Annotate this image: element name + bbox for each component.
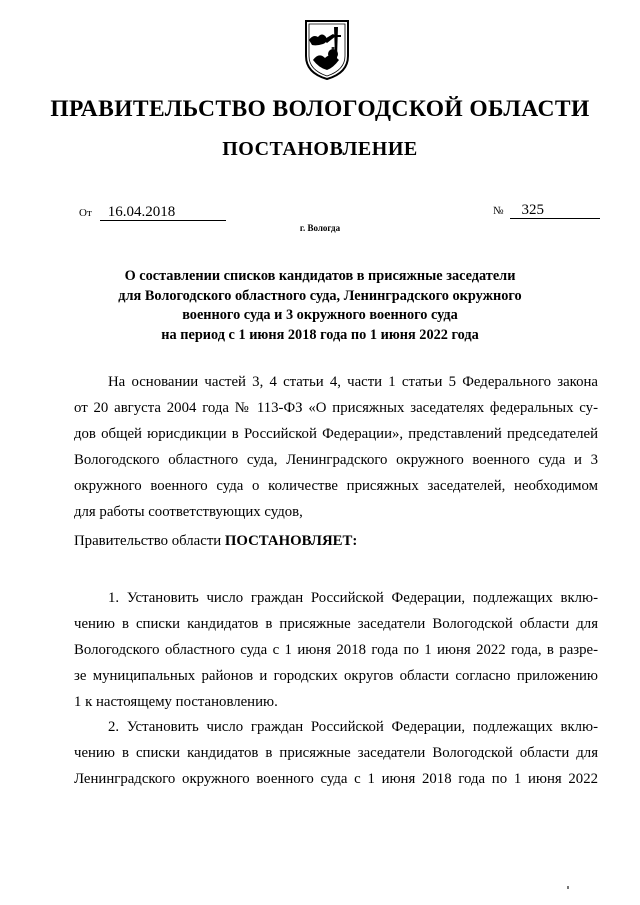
text-line: На основании частей 3, 4 статьи 4, части 1 статьи 5 Федерального закона xyxy=(108,374,598,390)
text-line: дов общей юрисдикции в Российской Федерации», представлений председателей xyxy=(74,426,598,442)
text-line: для работы соответствующих судов, xyxy=(74,504,303,520)
scan-mark xyxy=(567,886,569,889)
document-type: ПОСТАНОВЛЕНИЕ xyxy=(222,138,418,160)
resolves-line xyxy=(74,528,598,554)
resolves-word: ПОСТАНОВЛЯЕТ: xyxy=(224,533,358,549)
resolves-prefix: Правительство области xyxy=(74,533,225,549)
date-field xyxy=(79,204,226,221)
subject-line: О составлении списков кандидатов в присяжные заседатели xyxy=(124,268,516,284)
text-line: чению в списки кандидатов в присяжные заседатели Вологодской области для xyxy=(74,745,598,761)
preamble-paragraph xyxy=(74,369,598,525)
date-label: От xyxy=(79,207,92,219)
text-line: Вологодского областного суда, Ленинградского окружного военного суда и 3 xyxy=(74,452,598,468)
city: г. Вологда xyxy=(299,223,341,233)
text-line: Вологодского областного суда с 1 июня 2018 года по 1 июня 2022 года, в разре- xyxy=(74,642,598,658)
item-2-paragraph xyxy=(74,714,598,792)
subject-line: военного суда и 3 окружного военного суда xyxy=(182,307,458,323)
subject-line: для Вологодского областного суда, Ленинградского окружного xyxy=(118,287,522,304)
text-line: Ленинградского окружного военного суда с 1 июня 2018 года по 1 июня 2022 xyxy=(74,771,598,787)
text-line: от 20 августа 2004 года № 113-ФЗ «О присяжных заседателях федеральных су- xyxy=(74,400,598,416)
coat-of-arms-icon xyxy=(303,18,351,82)
text-line: 2. Установить число граждан Российской Федерации, подлежащих вклю- xyxy=(108,719,598,735)
government-title: ПРАВИТЕЛЬСТВО ВОЛОГОДСКОЙ ОБЛАСТИ xyxy=(50,96,590,122)
text-line: окружного военного суда о количестве присяжных заседателей, необходимом xyxy=(74,478,598,494)
text-line: 1 к настоящему постановлению. xyxy=(74,694,278,710)
text-line: 1. Установить число граждан Российской Федерации, подлежащих вклю- xyxy=(108,590,598,606)
subject-line: на период с 1 июня 2018 года по 1 июня 2022 года xyxy=(161,326,479,343)
text-line xyxy=(74,528,598,554)
text-line: чению в списки кандидатов в присяжные заседатели Вологодской области для xyxy=(74,616,598,632)
document-subject xyxy=(60,267,580,345)
number-field xyxy=(493,202,600,219)
date-value: 16.04.2018 xyxy=(100,204,226,221)
item-1-paragraph xyxy=(74,585,598,715)
number-value: 325 xyxy=(510,202,600,219)
number-label: № xyxy=(493,205,504,217)
text-line: зе муниципальных районов и городских округов области согласно приложению xyxy=(74,668,598,684)
